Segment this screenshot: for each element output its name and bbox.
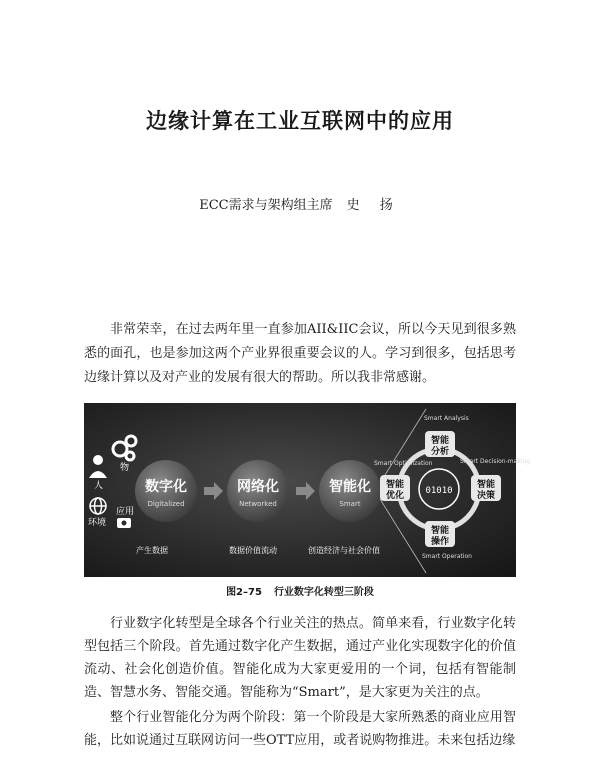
stage-caption-networked: 数据价值流动 xyxy=(229,546,277,555)
stage-en-networked: Networked xyxy=(239,500,277,508)
stage-caption-digitalized: 产生数据 xyxy=(136,546,168,555)
figure-caption xyxy=(0,583,600,598)
paragraph-transformation: 行业数字化转型是全球各个行业关注的热点。简单来看，行业数字化转型包括三个阶段。首先通过数字化产生数据，通过产业化实现数字化的价值流动、社会化创造价值。智能化成为大家更爱用的一个词，包括有智能制造、智慧水务、智能交通。智能称为“Smart”，是大家更为关注的点。 xyxy=(84,616,516,700)
paragraph-intelligence: 整个行业智能化分为两个阶段：第一个阶段是大家所熟悉的商业应用智能，比如说通过互联网访问一些OTT应用，或者说购物推进。未来包括边缘 xyxy=(84,710,516,748)
stage-en-digitalized: Digitalized xyxy=(147,500,185,508)
stage-title-smart: 智能化 xyxy=(329,479,371,495)
node-optimization-en: Smart Optimization xyxy=(374,460,433,467)
gear-icon xyxy=(113,436,136,460)
node-operation-cn-1: 智能 xyxy=(430,526,450,536)
node-operation-cn-2: 操作 xyxy=(430,537,450,547)
arrow-icon xyxy=(204,482,223,500)
node-operation-en: Smart Operation xyxy=(422,553,472,560)
figure-caption-text: 行业数字化转型三阶段 xyxy=(273,587,374,598)
node-analysis-cn-1: 智能 xyxy=(430,436,450,446)
author-role: ECC需求与架构组主席 xyxy=(199,198,333,213)
node-decision-cn-2: 决策 xyxy=(476,491,496,501)
arrow-icon xyxy=(296,482,315,500)
author-name: 史 扬 xyxy=(346,198,401,213)
stage-title-networked: 网络化 xyxy=(237,479,279,495)
stage-en-smart: Smart xyxy=(339,500,361,508)
label-environment: 环境 xyxy=(88,518,107,528)
node-optimization-cn-2: 优化 xyxy=(385,491,405,501)
figure-number: 图2–75 xyxy=(226,587,262,598)
paragraph-intro: 非常荣幸，在过去两年里一直参加AII&IIC会议，所以今天见到很多熟悉的面孔，也是参加这两个产业界很重要会议的人。学习到很多，包括思考边缘计算以及对产业的发展有很大的帮助。所以我非常感谢。 xyxy=(84,322,516,385)
node-analysis-cn-2: 分析 xyxy=(430,447,450,457)
stage-caption-smart: 创造经济与社会价值 xyxy=(308,546,380,555)
node-decision-en: Smart Decision-making xyxy=(460,458,531,465)
article-title: 边缘计算在工业互联网中的应用 xyxy=(146,109,454,133)
transformation-diagram xyxy=(84,403,531,577)
label-thing: 物 xyxy=(120,463,130,473)
author-line xyxy=(0,194,600,213)
label-app: 应用 xyxy=(116,507,135,517)
stage-title-digitalized: 数字化 xyxy=(145,479,187,495)
cycle-diagram xyxy=(374,415,530,560)
node-decision-cn-1: 智能 xyxy=(476,480,496,490)
node-optimization-cn-1: 智能 xyxy=(385,480,405,490)
node-analysis-en: Smart Analysis xyxy=(424,415,469,422)
app-icon xyxy=(117,518,131,528)
globe-icon xyxy=(90,498,106,514)
person-icon xyxy=(89,455,107,478)
figure-digital-transformation xyxy=(84,403,531,577)
label-person: 人 xyxy=(94,481,104,491)
cycle-center: 01010 xyxy=(425,486,453,496)
